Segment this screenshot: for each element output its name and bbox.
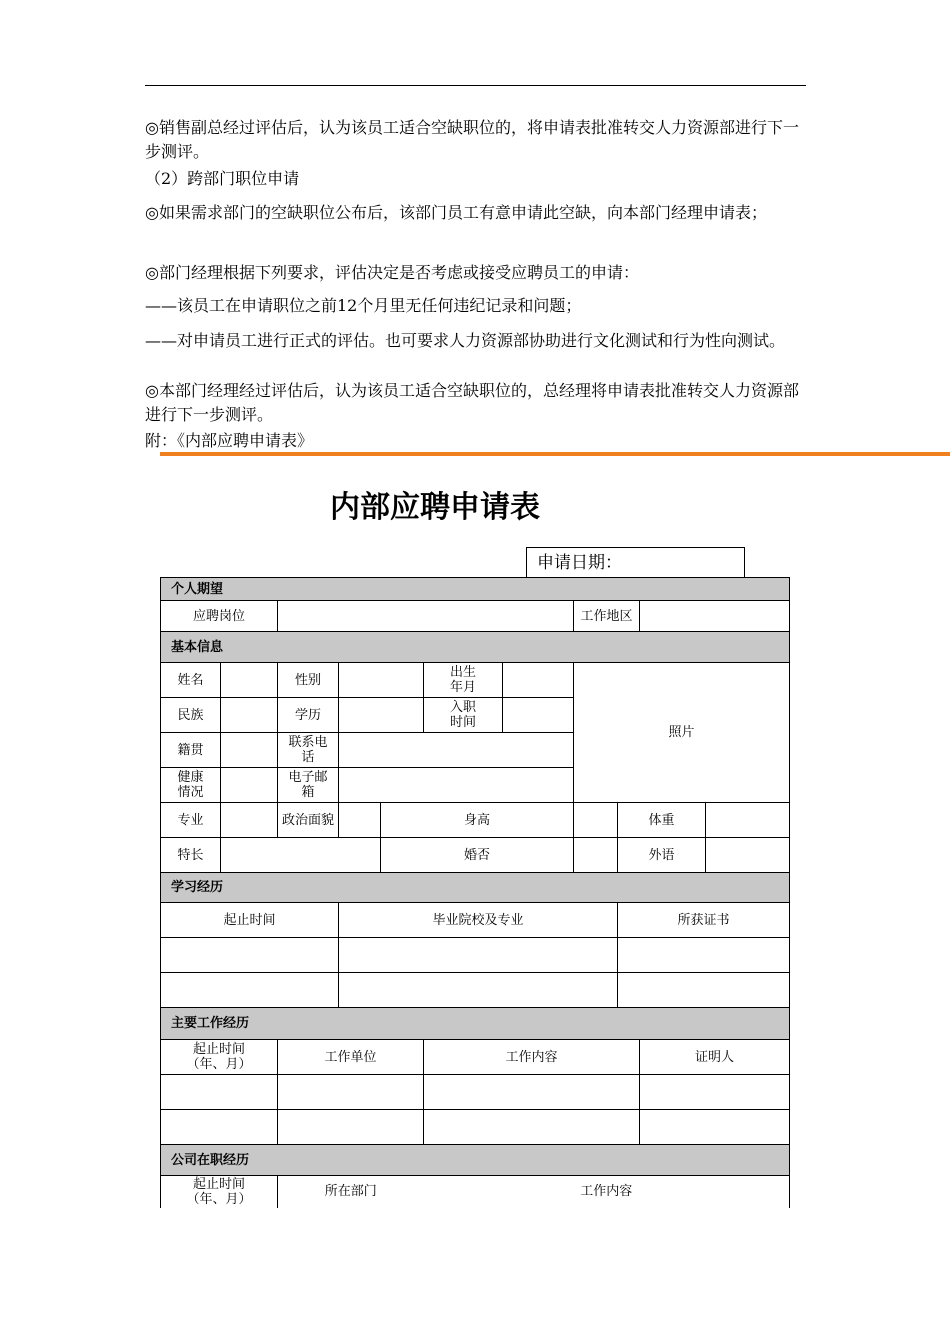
paragraph-attachment: 附：《内部应聘申请表》 [145,431,314,450]
label-marital: 婚否 [381,838,574,873]
label-name: 姓名 [161,663,221,698]
input-gender[interactable] [339,663,424,698]
input-phone[interactable] [339,733,574,768]
label-height: 身高 [381,803,574,838]
input-job-content[interactable] [424,1075,640,1110]
input-position[interactable] [278,601,574,632]
section-personal-expectation: 个人期望 [161,578,790,601]
orange-divider [160,452,950,456]
label-certificates: 所获证书 [618,903,790,938]
section-education: 学习经历 [161,873,790,903]
label-native-place: 籍贯 [161,733,221,768]
paragraph-sales-vp: ◎销售副总经过评估后，认为该员工适合空缺职位的，将申请表批准转交人力资源部进行下一步测评。 [145,118,799,161]
input-location[interactable] [640,601,790,632]
label-health: 健康情况 [161,768,221,803]
label-employer: 工作单位 [278,1040,424,1075]
input-specialty[interactable] [221,838,381,873]
label-weight: 体重 [618,803,706,838]
input-reference[interactable] [640,1075,790,1110]
label-language: 外语 [618,838,706,873]
input-weight[interactable] [706,803,790,838]
label-gender: 性别 [278,663,339,698]
label-join-date: 入职时间 [424,698,503,733]
input-work-period[interactable] [161,1075,278,1110]
input-birth[interactable] [503,663,574,698]
label-degree: 学历 [278,698,339,733]
paragraph-manager-evaluate: ◎部门经理根据下列要求，评估决定是否考虑或接受应聘员工的申请： [145,263,639,282]
input-certificates[interactable] [618,973,790,1008]
input-marital[interactable] [574,838,618,873]
section-work-experience: 主要工作经历 [161,1008,790,1040]
label-email: 电子邮箱 [278,768,339,803]
label-position: 应聘岗位 [161,601,278,632]
label-location: 工作地区 [574,601,640,632]
application-date-field[interactable]: 申请日期： [526,547,745,577]
label-political: 政治面貌 [278,803,339,838]
paragraph-apply: ◎如果需求部门的空缺职位公布后，该部门员工有意申请此空缺，向本部门经理申请表； [145,203,767,222]
form-title: 内部应聘申请表 [330,490,540,525]
input-health[interactable] [221,768,278,803]
input-major[interactable] [221,803,278,838]
label-birth: 出生年月 [424,663,503,698]
label-co-period: 起止时间（年、月） [161,1176,278,1208]
label-job-content: 工作内容 [424,1040,640,1075]
label-major: 专业 [161,803,221,838]
input-political[interactable] [339,803,381,838]
input-ethnicity[interactable] [221,698,278,733]
photo-box[interactable]: 照片 [574,663,790,803]
input-height[interactable] [574,803,618,838]
label-work-period: 起止时间（年、月） [161,1040,278,1075]
input-job-content[interactable] [424,1110,640,1145]
label-specialty: 特长 [161,838,221,873]
input-reference[interactable] [640,1110,790,1145]
paragraph-no-violation: ——该员工在申请职位之前12个月里无任何违纪记录和问题； [145,296,582,315]
input-language[interactable] [706,838,790,873]
label-co-job-content: 工作内容 [424,1176,790,1208]
input-degree[interactable] [339,698,424,733]
label-ethnicity: 民族 [161,698,221,733]
paragraph-gm-approve: ◎本部门经理经过评估后，认为该员工适合空缺职位的，总经理将申请表批准转交人力资源部进行下一步测评。 [145,381,799,424]
label-department: 所在部门 [278,1176,424,1208]
label-school-major: 毕业院校及专业 [339,903,618,938]
input-native-place[interactable] [221,733,278,768]
input-school-major[interactable] [339,973,618,1008]
label-reference: 证明人 [640,1040,790,1075]
input-edu-period[interactable] [161,938,339,973]
paragraph-cross-dept-heading: （2）跨部门职位申请 [145,169,300,188]
label-edu-period: 起止时间 [161,903,339,938]
section-basic-info: 基本信息 [161,632,790,663]
paragraph-formal-evaluation: ——对申请员工进行正式的评估。也可要求人力资源部协助进行文化测试和行为性向测试。 [145,331,786,350]
input-employer[interactable] [278,1075,424,1110]
label-phone: 联系电话 [278,733,339,768]
application-form-table [160,577,790,1208]
input-employer[interactable] [278,1110,424,1145]
header-rule [145,85,806,86]
input-join-date[interactable] [503,698,574,733]
input-edu-period[interactable] [161,973,339,1008]
input-name[interactable] [221,663,278,698]
input-certificates[interactable] [618,938,790,973]
section-company-experience: 公司在职经历 [161,1145,790,1176]
input-school-major[interactable] [339,938,618,973]
input-email[interactable] [339,768,574,803]
input-work-period[interactable] [161,1110,278,1145]
